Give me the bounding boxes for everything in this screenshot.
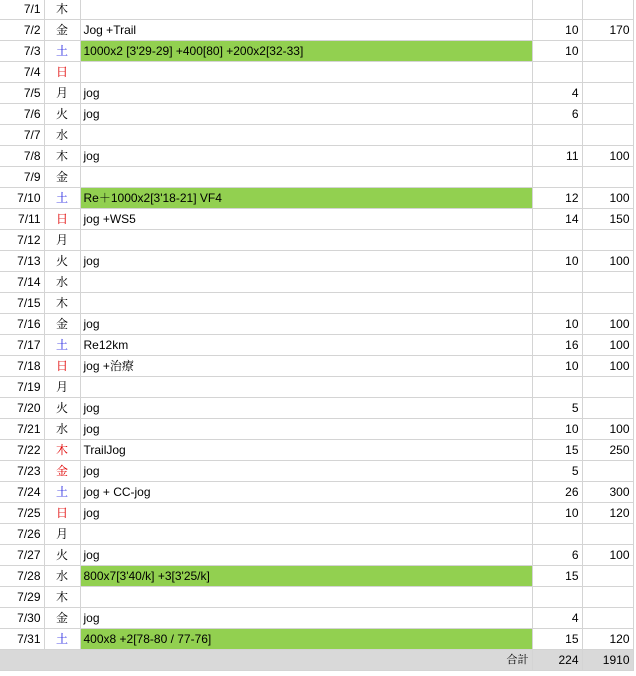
extra-cell[interactable]: 100 — [582, 188, 633, 209]
table-row — [0, 293, 633, 314]
date-cell[interactable]: 7/13 — [0, 251, 44, 272]
workout-cell[interactable]: Re12km — [80, 335, 532, 356]
date-cell[interactable]: 7/18 — [0, 356, 44, 377]
extra-cell[interactable]: 120 — [582, 503, 633, 524]
workout-cell[interactable]: 1000x2 [3'29-29] +400[80] +200x2[32-33] — [80, 41, 532, 62]
distance-cell[interactable]: 10 — [532, 314, 582, 335]
workout-cell[interactable] — [80, 125, 532, 146]
workout-cell[interactable]: jog — [80, 104, 532, 125]
extra-cell[interactable] — [582, 272, 633, 293]
extra-cell[interactable] — [582, 167, 633, 188]
extra-cell[interactable] — [582, 566, 633, 587]
workout-cell[interactable] — [80, 587, 532, 608]
weekday-cell[interactable]: 木 — [44, 0, 80, 20]
table-row — [0, 251, 633, 272]
extra-cell[interactable] — [582, 230, 633, 251]
total-row — [0, 650, 633, 671]
table-row — [0, 545, 633, 566]
distance-cell[interactable]: 10 — [532, 251, 582, 272]
table-row — [0, 440, 633, 461]
distance-cell[interactable]: 5 — [532, 398, 582, 419]
date-cell[interactable]: 7/20 — [0, 398, 44, 419]
distance-cell[interactable]: 5 — [532, 461, 582, 482]
workout-cell[interactable]: jog — [80, 419, 532, 440]
weekday-cell[interactable]: 日 — [44, 209, 80, 230]
workout-cell[interactable]: jog — [80, 314, 532, 335]
distance-cell[interactable]: 10 — [532, 20, 582, 41]
date-cell[interactable]: 7/9 — [0, 167, 44, 188]
weekday-cell[interactable]: 月 — [44, 524, 80, 545]
distance-cell[interactable]: 11 — [532, 146, 582, 167]
table-row — [0, 188, 633, 209]
extra-cell[interactable]: 100 — [582, 146, 633, 167]
date-cell[interactable]: 7/16 — [0, 314, 44, 335]
workout-cell[interactable]: TrailJog — [80, 440, 532, 461]
date-cell[interactable]: 7/1 — [0, 0, 44, 20]
distance-cell[interactable]: 4 — [532, 608, 582, 629]
distance-cell[interactable]: 4 — [532, 83, 582, 104]
date-cell[interactable]: 7/25 — [0, 503, 44, 524]
date-cell[interactable]: 7/23 — [0, 461, 44, 482]
date-cell[interactable]: 7/4 — [0, 62, 44, 83]
distance-cell[interactable] — [532, 125, 582, 146]
distance-cell[interactable] — [532, 293, 582, 314]
extra-cell[interactable]: 100 — [582, 251, 633, 272]
distance-cell[interactable]: 10 — [532, 356, 582, 377]
extra-cell[interactable] — [582, 83, 633, 104]
weekday-cell[interactable]: 土 — [44, 41, 80, 62]
distance-cell[interactable]: 6 — [532, 545, 582, 566]
extra-cell[interactable] — [582, 62, 633, 83]
table-row — [0, 461, 633, 482]
workout-cell[interactable]: jog +WS5 — [80, 209, 532, 230]
extra-cell[interactable]: 250 — [582, 440, 633, 461]
weekday-cell[interactable]: 木 — [44, 293, 80, 314]
weekday-cell[interactable]: 水 — [44, 566, 80, 587]
workout-cell[interactable] — [80, 293, 532, 314]
distance-cell[interactable]: 15 — [532, 440, 582, 461]
weekday-cell[interactable]: 月 — [44, 377, 80, 398]
weekday-cell[interactable]: 木 — [44, 146, 80, 167]
total-extra-cell[interactable]: 1910 — [582, 650, 633, 671]
distance-cell[interactable]: 14 — [532, 209, 582, 230]
distance-cell[interactable] — [532, 587, 582, 608]
distance-cell[interactable] — [532, 0, 582, 20]
workout-cell[interactable]: jog — [80, 461, 532, 482]
distance-cell[interactable]: 26 — [532, 482, 582, 503]
table-row — [0, 83, 633, 104]
distance-cell[interactable] — [532, 62, 582, 83]
workout-cell[interactable]: jog +治療 — [80, 356, 532, 377]
workout-cell[interactable] — [80, 524, 532, 545]
date-cell[interactable]: 7/8 — [0, 146, 44, 167]
table-row — [0, 482, 633, 503]
date-cell[interactable]: 7/7 — [0, 125, 44, 146]
extra-cell[interactable] — [582, 377, 633, 398]
weekday-cell[interactable]: 火 — [44, 251, 80, 272]
weekday-cell[interactable]: 火 — [44, 545, 80, 566]
table-row — [0, 167, 633, 188]
extra-cell[interactable] — [582, 293, 633, 314]
date-cell[interactable]: 7/6 — [0, 104, 44, 125]
table-row — [0, 629, 633, 650]
workout-cell[interactable]: Re＋1000x2[3'18-21] VF4 — [80, 188, 532, 209]
date-cell[interactable]: 7/11 — [0, 209, 44, 230]
extra-cell[interactable] — [582, 524, 633, 545]
extra-cell[interactable] — [582, 461, 633, 482]
table-row — [0, 104, 633, 125]
date-cell[interactable]: 7/12 — [0, 230, 44, 251]
weekday-cell[interactable]: 水 — [44, 272, 80, 293]
extra-cell[interactable] — [582, 104, 633, 125]
workout-cell[interactable] — [80, 167, 532, 188]
extra-cell[interactable]: 100 — [582, 419, 633, 440]
table-row — [0, 125, 633, 146]
date-cell[interactable]: 7/27 — [0, 545, 44, 566]
distance-cell[interactable]: 10 — [532, 419, 582, 440]
weekday-cell[interactable]: 月 — [44, 83, 80, 104]
workout-cell[interactable]: Jog +Trail — [80, 20, 532, 41]
table-row — [0, 419, 633, 440]
distance-cell[interactable] — [532, 230, 582, 251]
distance-cell[interactable] — [532, 524, 582, 545]
table-row — [0, 398, 633, 419]
table-row — [0, 587, 633, 608]
date-cell[interactable]: 7/31 — [0, 629, 44, 650]
date-cell[interactable]: 7/28 — [0, 566, 44, 587]
distance-cell[interactable]: 12 — [532, 188, 582, 209]
date-cell[interactable]: 7/17 — [0, 335, 44, 356]
table-row — [0, 209, 633, 230]
distance-cell[interactable] — [532, 167, 582, 188]
extra-cell[interactable]: 100 — [582, 545, 633, 566]
extra-cell[interactable]: 100 — [582, 335, 633, 356]
table-row — [0, 608, 633, 629]
extra-cell[interactable] — [582, 587, 633, 608]
workout-cell[interactable]: jog + CC-jog — [80, 482, 532, 503]
date-cell[interactable]: 7/2 — [0, 20, 44, 41]
date-cell[interactable]: 7/30 — [0, 608, 44, 629]
workout-cell[interactable]: jog — [80, 503, 532, 524]
date-cell[interactable]: 7/24 — [0, 482, 44, 503]
date-cell[interactable]: 7/3 — [0, 41, 44, 62]
weekday-cell[interactable]: 月 — [44, 230, 80, 251]
workout-cell[interactable]: jog — [80, 608, 532, 629]
workout-cell[interactable] — [80, 272, 532, 293]
distance-cell[interactable]: 15 — [532, 629, 582, 650]
workout-cell[interactable] — [80, 0, 532, 20]
extra-cell[interactable]: 170 — [582, 20, 633, 41]
extra-cell[interactable]: 300 — [582, 482, 633, 503]
extra-cell[interactable]: 150 — [582, 209, 633, 230]
date-cell[interactable]: 7/15 — [0, 293, 44, 314]
workout-cell[interactable]: 400x8 +2[78-80 / 77-76] — [80, 629, 532, 650]
table-row — [0, 524, 633, 545]
distance-cell[interactable] — [532, 377, 582, 398]
extra-cell[interactable]: 100 — [582, 314, 633, 335]
weekday-cell[interactable]: 土 — [44, 335, 80, 356]
date-cell[interactable]: 7/19 — [0, 377, 44, 398]
workout-cell[interactable]: jog — [80, 398, 532, 419]
weekday-cell[interactable]: 金 — [44, 608, 80, 629]
workout-cell[interactable]: jog — [80, 545, 532, 566]
table-row — [0, 314, 633, 335]
date-cell[interactable]: 7/21 — [0, 419, 44, 440]
extra-cell[interactable] — [582, 41, 633, 62]
workout-cell[interactable]: jog — [80, 146, 532, 167]
workout-cell[interactable]: jog — [80, 251, 532, 272]
distance-cell[interactable]: 10 — [532, 41, 582, 62]
workout-cell[interactable]: 800x7[3'40/k] +3[3'25/k] — [80, 566, 532, 587]
table-row — [0, 335, 633, 356]
table-row — [0, 566, 633, 587]
table-row — [0, 62, 633, 83]
table-row — [0, 41, 633, 62]
extra-cell[interactable]: 100 — [582, 356, 633, 377]
distance-cell[interactable]: 16 — [532, 335, 582, 356]
weekday-cell[interactable]: 日 — [44, 356, 80, 377]
extra-cell[interactable] — [582, 398, 633, 419]
workout-cell[interactable] — [80, 377, 532, 398]
workout-cell[interactable] — [80, 230, 532, 251]
weekday-cell[interactable]: 金 — [44, 167, 80, 188]
weekday-cell[interactable]: 日 — [44, 62, 80, 83]
weekday-cell[interactable]: 水 — [44, 419, 80, 440]
table-row — [0, 20, 633, 41]
total-label: 合計 — [0, 650, 532, 671]
distance-cell[interactable]: 6 — [532, 104, 582, 125]
weekday-cell[interactable]: 火 — [44, 104, 80, 125]
table-row — [0, 230, 633, 251]
workout-cell[interactable]: jog — [80, 83, 532, 104]
date-cell[interactable]: 7/14 — [0, 272, 44, 293]
extra-cell[interactable] — [582, 608, 633, 629]
total-dist-cell[interactable]: 224 — [532, 650, 582, 671]
weekday-cell[interactable]: 火 — [44, 398, 80, 419]
weekday-cell[interactable]: 土 — [44, 188, 80, 209]
extra-cell[interactable] — [582, 0, 633, 20]
date-cell[interactable]: 7/22 — [0, 440, 44, 461]
date-cell[interactable]: 7/26 — [0, 524, 44, 545]
weekday-cell[interactable]: 土 — [44, 482, 80, 503]
workout-cell[interactable] — [80, 62, 532, 83]
table-row — [0, 272, 633, 293]
distance-cell[interactable]: 10 — [532, 503, 582, 524]
weekday-cell[interactable]: 水 — [44, 125, 80, 146]
table-row — [0, 0, 633, 20]
extra-cell[interactable]: 120 — [582, 629, 633, 650]
date-cell[interactable]: 7/10 — [0, 188, 44, 209]
weekday-cell[interactable]: 日 — [44, 503, 80, 524]
table-row — [0, 503, 633, 524]
extra-cell[interactable] — [582, 125, 633, 146]
date-cell[interactable]: 7/5 — [0, 83, 44, 104]
distance-cell[interactable]: 15 — [532, 566, 582, 587]
weekday-cell[interactable]: 金 — [44, 314, 80, 335]
table-row — [0, 356, 633, 377]
table-row — [0, 377, 633, 398]
weekday-cell[interactable]: 木 — [44, 587, 80, 608]
date-cell[interactable]: 7/29 — [0, 587, 44, 608]
table-row — [0, 146, 633, 167]
weekday-cell[interactable]: 土 — [44, 629, 80, 650]
weekday-cell[interactable]: 木 — [44, 440, 80, 461]
distance-cell[interactable] — [532, 272, 582, 293]
weekday-cell[interactable]: 金 — [44, 20, 80, 41]
weekday-cell[interactable]: 金 — [44, 461, 80, 482]
